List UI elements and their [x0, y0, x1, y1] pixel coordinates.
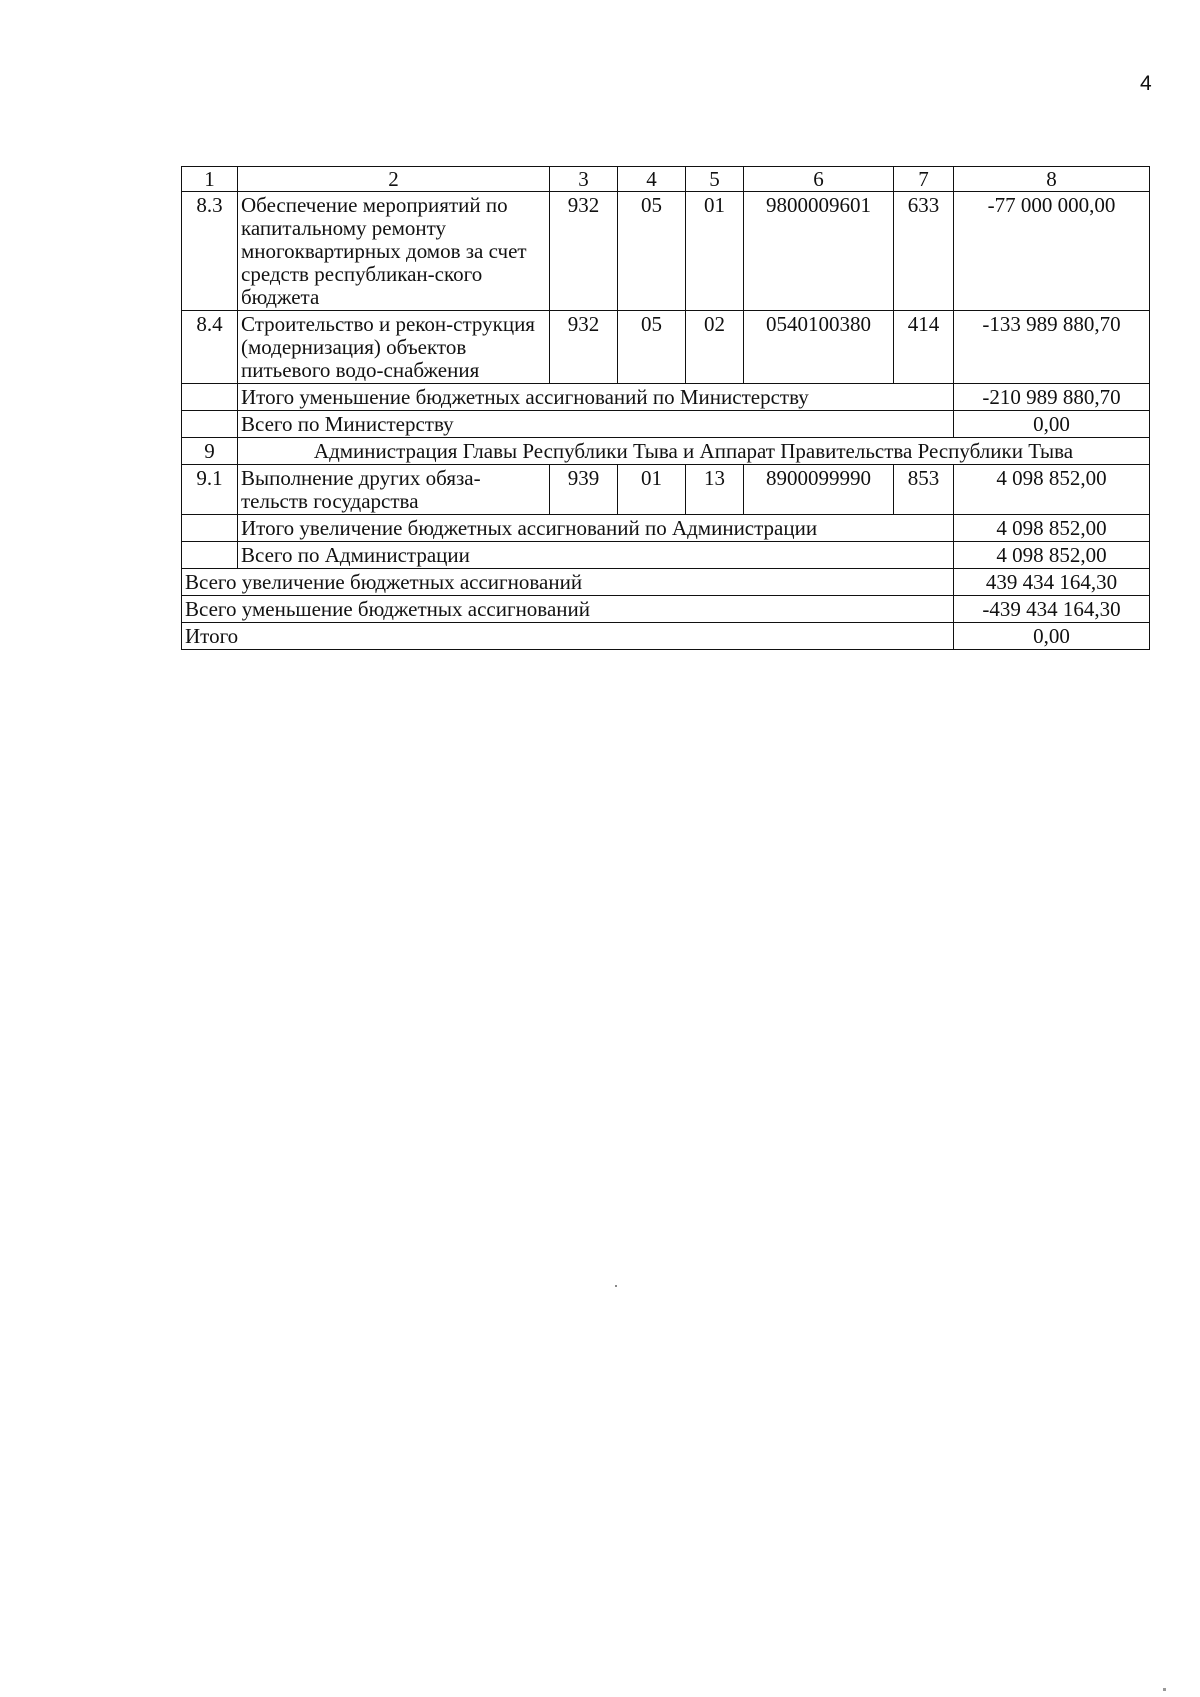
- grand-total-label: Итого: [182, 623, 954, 650]
- row-description: Обеспечение мероприятий по капитальному ремонту многоквартирных домов за счет средств республикан-ского бюджета: [238, 192, 550, 311]
- budget-allocation-table: [181, 166, 1150, 650]
- total-amount: 0,00: [954, 411, 1150, 438]
- page-number: 4: [1140, 72, 1152, 95]
- row-number: 8.4: [182, 311, 238, 384]
- subtotal-amount: 4 098 852,00: [954, 515, 1150, 542]
- expense-type-code: 414: [894, 311, 954, 384]
- row-description: Строительство и рекон-струкция (модернизация) объектов питьевого водо-снабжения: [238, 311, 550, 384]
- subtotal-row: [182, 384, 1150, 411]
- grand-total-amount: 439 434 164,30: [954, 569, 1150, 596]
- expense-type-code: 853: [894, 465, 954, 515]
- empty-cell: [182, 384, 238, 411]
- subtotal-label: Итого уменьшение бюджетных ассигнований по Министерству: [238, 384, 954, 411]
- row-description: Выполнение других обяза-тельств государства: [238, 465, 550, 515]
- subsection-code: 02: [686, 311, 744, 384]
- section-header-row: [182, 438, 1150, 465]
- header-cell: 4: [618, 167, 686, 192]
- grand-total-row: [182, 596, 1150, 623]
- target-article-code: 9800009601: [744, 192, 894, 311]
- row-number: 8.3: [182, 192, 238, 311]
- section-title: Администрация Главы Республики Тыва и Аппарат Правительства Республики Тыва: [238, 438, 1150, 465]
- header-cell: 1: [182, 167, 238, 192]
- subtotal-row: [182, 515, 1150, 542]
- grand-total-label: Всего уменьшение бюджетных ассигнований: [182, 596, 954, 623]
- expense-type-code: 633: [894, 192, 954, 311]
- empty-cell: [182, 542, 238, 569]
- section-code: 05: [618, 311, 686, 384]
- ministry-code: 932: [550, 192, 618, 311]
- grand-total-row: [182, 623, 1150, 650]
- section-code: 05: [618, 192, 686, 311]
- table-row: [182, 192, 1150, 311]
- total-row: [182, 542, 1150, 569]
- header-cell: 2: [238, 167, 550, 192]
- row-number: 9.1: [182, 465, 238, 515]
- section-number: 9: [182, 438, 238, 465]
- grand-total-amount: 0,00: [954, 623, 1150, 650]
- ministry-code: 939: [550, 465, 618, 515]
- target-article-code: 8900099990: [744, 465, 894, 515]
- grand-total-amount: -439 434 164,30: [954, 596, 1150, 623]
- amount: -77 000 000,00: [954, 192, 1150, 311]
- subtotal-amount: -210 989 880,70: [954, 384, 1150, 411]
- table-row: [182, 465, 1150, 515]
- scan-speck: [1163, 1688, 1166, 1691]
- total-label: Всего по Администрации: [238, 542, 954, 569]
- table-row: [182, 311, 1150, 384]
- scan-speck: [615, 1285, 617, 1287]
- target-article-code: 0540100380: [744, 311, 894, 384]
- amount: -133 989 880,70: [954, 311, 1150, 384]
- grand-total-label: Всего увеличение бюджетных ассигнований: [182, 569, 954, 596]
- empty-cell: [182, 411, 238, 438]
- header-row: [182, 167, 1150, 192]
- total-label: Всего по Министерству: [238, 411, 954, 438]
- amount: 4 098 852,00: [954, 465, 1150, 515]
- header-cell: 3: [550, 167, 618, 192]
- subsection-code: 01: [686, 192, 744, 311]
- header-cell: 8: [954, 167, 1150, 192]
- grand-total-row: [182, 569, 1150, 596]
- ministry-code: 932: [550, 311, 618, 384]
- total-amount: 4 098 852,00: [954, 542, 1150, 569]
- header-cell: 5: [686, 167, 744, 192]
- subtotal-label: Итого увеличение бюджетных ассигнований по Администрации: [238, 515, 954, 542]
- subsection-code: 13: [686, 465, 744, 515]
- header-cell: 6: [744, 167, 894, 192]
- section-code: 01: [618, 465, 686, 515]
- total-row: [182, 411, 1150, 438]
- empty-cell: [182, 515, 238, 542]
- header-cell: 7: [894, 167, 954, 192]
